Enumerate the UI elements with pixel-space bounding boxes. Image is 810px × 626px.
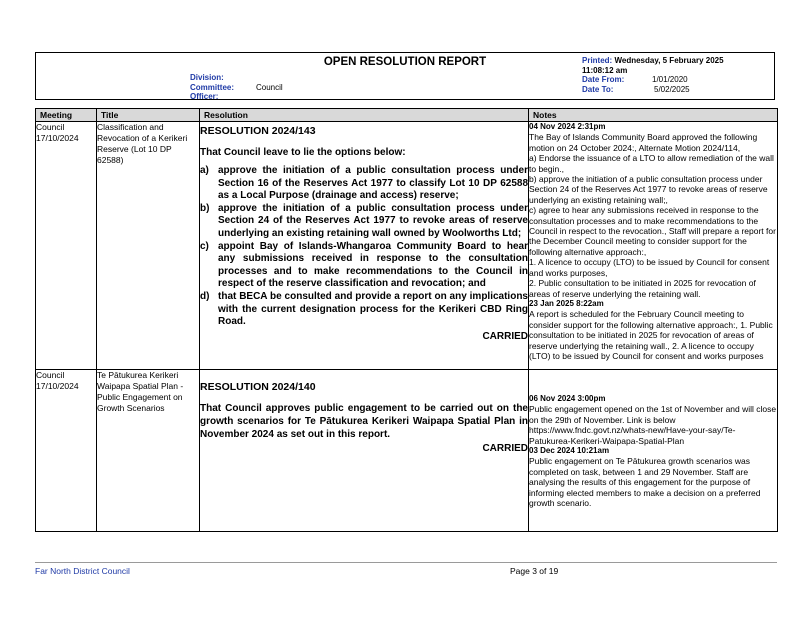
resolution-items: [200, 165, 528, 329]
committee-label: Committee:: [190, 82, 235, 92]
printed-label: Printed:: [582, 56, 613, 65]
table-header-row: [36, 109, 778, 122]
date-to-value: 5/02/2025: [654, 84, 690, 94]
item-marker: d): [200, 290, 210, 302]
report-title: OPEN RESOLUTION REPORT: [323, 56, 487, 68]
division-label: Division:: [190, 73, 224, 82]
meeting-text: Council 17/10/2024: [36, 370, 79, 391]
table-row: [36, 122, 778, 370]
column-header-notes: Notes: [529, 109, 778, 122]
date-to-label: Date To:: [582, 84, 614, 94]
resolution-intro: That Council leave to lie the options below:: [200, 147, 406, 158]
item-text: approve the initiation of a public consultation process under Section 24 of the Reserves Act 1977 to revoke areas of reserve underlying an existing retaining wall owned by Woolworths Ltd;: [218, 202, 528, 239]
item-marker: b): [200, 202, 210, 214]
header-filters: [190, 73, 283, 102]
note-date: 06 Nov 2024 3:00pm: [529, 394, 606, 403]
resolutions-table: [35, 108, 778, 532]
resolution-item: [200, 203, 528, 241]
note-text: Public engagement opened on the 1st of November and will close on the 29th of November. Link is below https://www.fndc.govt.nz/whats-new/Have-your-say/Te-Patukurea-Kerikeri-Waipapa-Spatial-Plan: [529, 404, 777, 446]
date-from-label: Date From:: [582, 75, 625, 84]
footer-divider: [35, 562, 777, 563]
item-marker: a): [200, 165, 209, 176]
meeting-cell: [36, 370, 97, 532]
footer-organisation: Far North District Council: [35, 566, 130, 576]
printed-time: 11:08:12 am: [582, 65, 628, 75]
note-text: The Bay of Islands Community Board approved the following motion on 24 October 2024:, Alternate Motion 2024/114, a) Endorse the issuance of a LTO to allow remediation of the wall to begin., b) approve the initiation of a public consultation process under Section 24 of the Reserves Act 1977 to revoke areas of reserve underlying an existing retaining wall;, c) agree to hear any submissions received in response to the consultation processes and to make recommendations to the Council in respect to the revocation., Staff will prepare a report for the December Council meeting to consider support for the following alternative approach:, 1. A licence to occupy (LTO) to be issued by Council for consent and works purposes, 2. Public consultation to be initiated in 2025 for revocation of areas of reserve underlying the retaining wall.: [529, 132, 776, 299]
resolution-number: RESOLUTION 2024/140: [200, 381, 316, 393]
header-print-info: [582, 56, 724, 94]
column-header-resolution: Resolution: [200, 109, 529, 122]
status-carried: CARRIED: [482, 330, 528, 342]
footer-page-number: Page 3 of 19: [510, 566, 559, 576]
note-date: 23 Jan 2025 8:22am: [529, 298, 604, 308]
notes-cell: [529, 122, 778, 370]
resolution-cell: [200, 122, 529, 370]
item-marker: c): [200, 240, 209, 252]
title-text: Classification and Revocation of a Kerikeri Reserve (Lot 10 DP 62588): [97, 122, 188, 165]
title-cell: [97, 122, 200, 370]
column-header-meeting: Meeting: [36, 109, 97, 122]
resolution-intro: That Council approves public engagement to be carried out on the growth scenarios for Te Pātukurea Kerikeri Waipapa Spatial Plan in November 2024 as set out in this report.: [200, 403, 528, 440]
resolution-item: [200, 165, 528, 203]
resolution-item: [200, 241, 528, 291]
officer-label: Officer:: [190, 92, 219, 101]
printed-value: Wednesday, 5 February 2025: [614, 56, 724, 65]
meeting-cell: [36, 122, 97, 370]
title-cell: [97, 370, 200, 532]
date-from-value: 1/01/2020: [652, 75, 688, 84]
meeting-text: Council 17/10/2024: [36, 122, 79, 143]
report-header: [35, 52, 775, 100]
note-date: 04 Nov 2024 2:31pm: [529, 122, 606, 131]
resolution-cell: [200, 370, 529, 532]
title-text: Te Pātukurea Kerikeri Waipapa Spatial Plan - Public Engagement on Growth Scenarios: [97, 370, 184, 413]
item-text: that BECA be consulted and provide a report on any implications with the current designation process for the Kerikeri CBD Ring Road.: [218, 290, 528, 328]
item-text: approve the initiation of a public consultation process under Section 16 of the Reserves Act 1977 to classify Lot 10 DP 62588 as a Local Purpose (drainage and access) reserve;: [218, 165, 528, 202]
column-header-title: Title: [97, 109, 200, 122]
note-text: A report is scheduled for the February Council meeting to consider support for the following alternative approach:, 1. Public consultation to be initiated in 2025 for revocation of areas of reserve underlying the retaining wall., 2. A licence to occupy (LTO) to be issued by Council for consent and works purposes: [529, 309, 773, 361]
table-row: [36, 370, 778, 532]
note-text: Public engagement on Te Pātukurea growth scenarios was completed on task, between 1 and 29 November. Staff are analysing the results of this engagement for the purpose of informing elected members to make a decision on a preferred growth scenario.: [529, 456, 761, 509]
note-date: 03 Dec 2024 10:21am: [529, 446, 610, 456]
item-text: appoint Bay of Islands-Whangaroa Community Board to hear any submissions received in response to the consultation processes and to make recommendations to the Council in respect of the reserve classification and revocation; and: [218, 240, 528, 290]
notes-cell: [529, 370, 778, 532]
status-carried: CARRIED: [482, 443, 528, 454]
resolution-item: [200, 291, 528, 329]
committee-value: Council: [256, 82, 283, 92]
resolution-number: RESOLUTION 2024/143: [200, 125, 316, 137]
